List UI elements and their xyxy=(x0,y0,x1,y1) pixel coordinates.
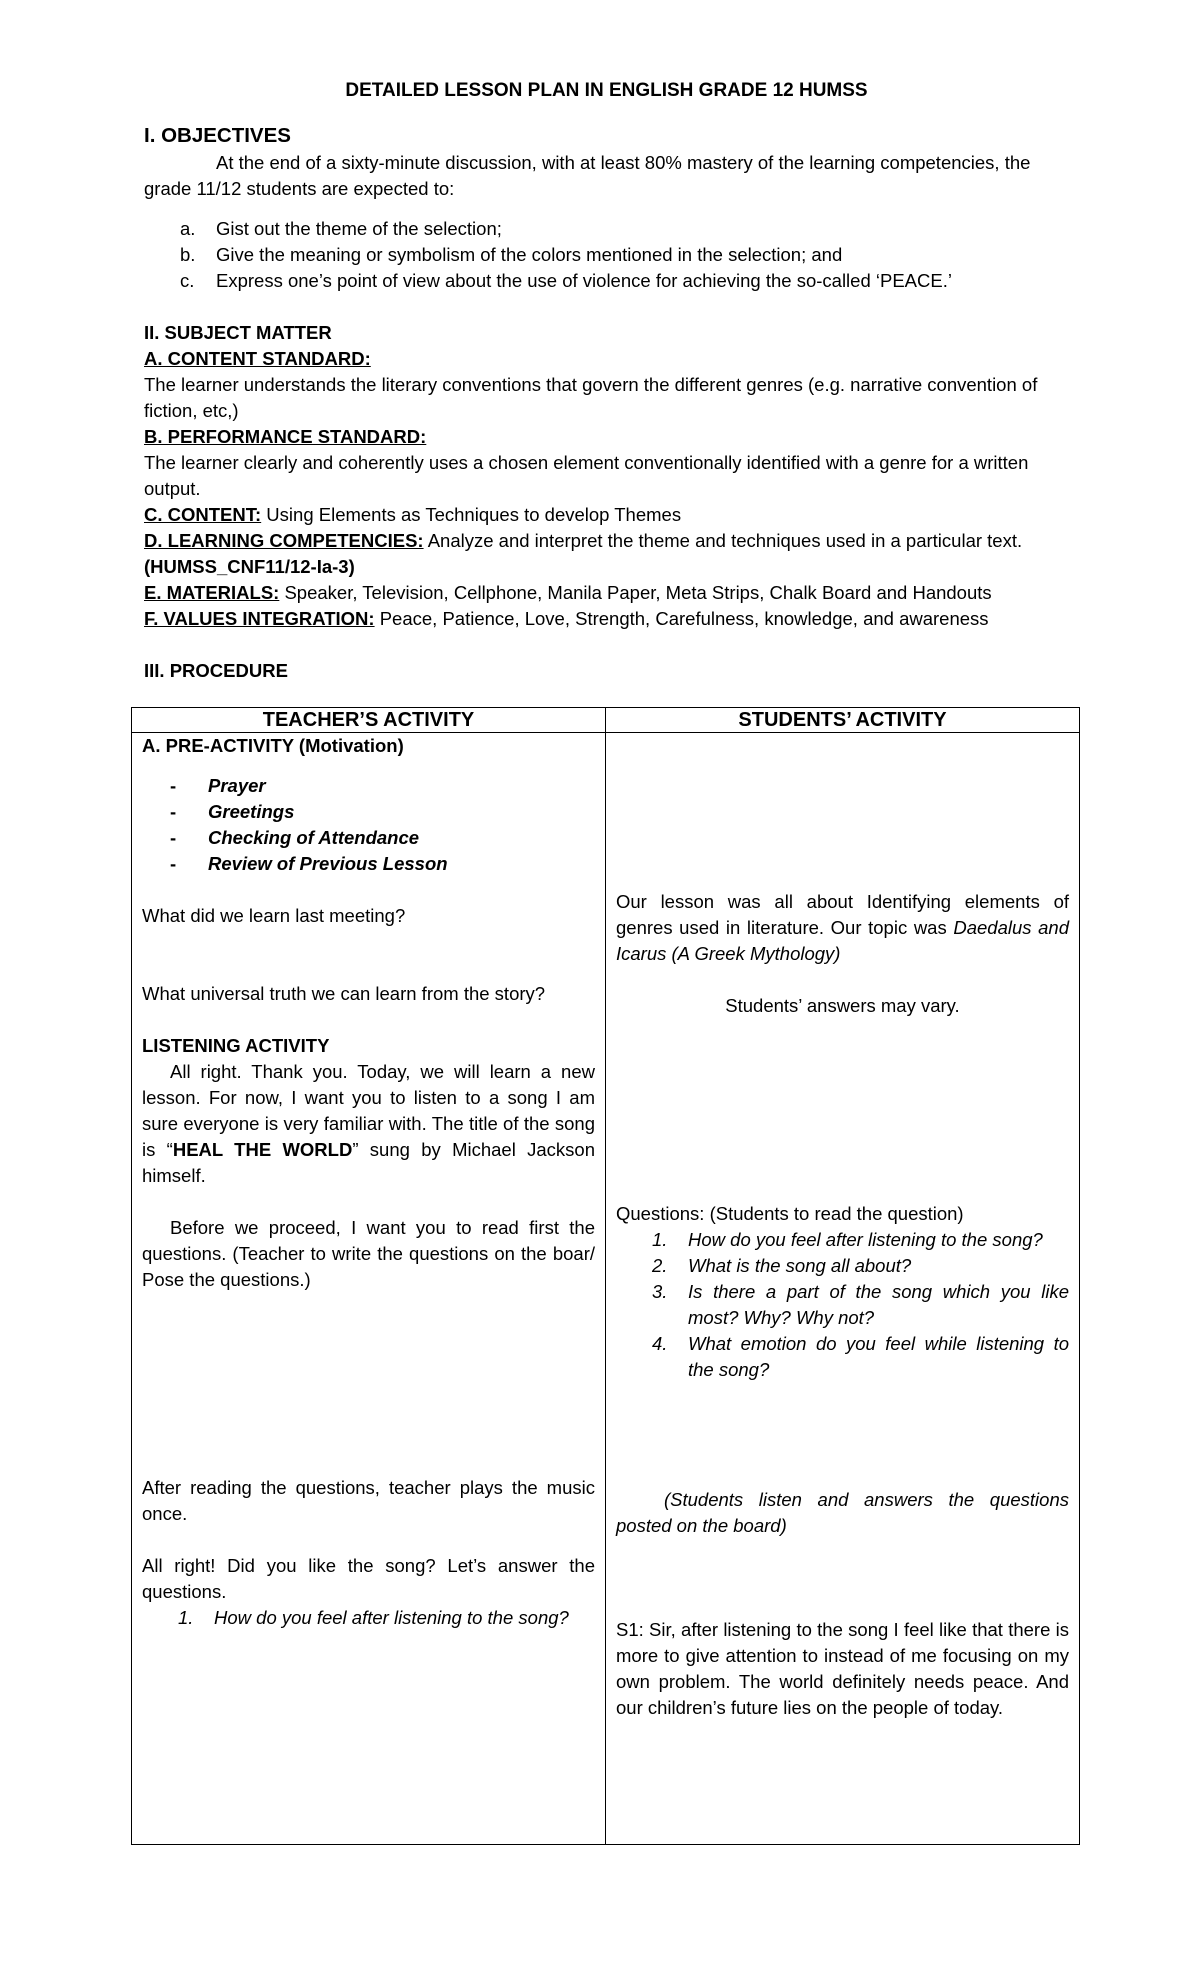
procedure-heading: III. PROCEDURE xyxy=(144,660,288,681)
listen-note: (Students listen and answers the questions posted on the board) xyxy=(616,1489,1069,1536)
table-row xyxy=(132,733,1080,1845)
list-item-text: Gist out the theme of the selection; xyxy=(216,218,502,239)
competencies-label: D. LEARNING COMPETENCIES: xyxy=(144,530,424,551)
listening-paragraph xyxy=(142,1059,595,1189)
students-activity-cell xyxy=(606,733,1080,1845)
values-line xyxy=(144,606,1069,632)
performance-standard-text: The learner clearly and coherently uses a chosen element conventionally identified with a genre for a written output. xyxy=(144,452,1029,499)
competencies-line xyxy=(144,528,1069,580)
objectives-list xyxy=(144,216,1069,294)
table-header-row xyxy=(132,708,1080,733)
dash-marker: - xyxy=(170,853,177,874)
list-item-text: How do you feel after listening to the song? xyxy=(214,1607,569,1628)
after-reading-paragraph: After reading the questions, teacher plays the music once. xyxy=(142,1477,595,1524)
proceed-paragraph: Before we proceed, I want you to read first the questions. (Teacher to write the questions on the boar/ Pose the questions.) xyxy=(142,1217,595,1290)
list-marker: 2. xyxy=(652,1255,668,1276)
list-item xyxy=(616,1279,1069,1331)
content-line xyxy=(144,502,1069,528)
list-item-text: Is there a part of the song which you like most? Why? Why not? xyxy=(688,1281,1069,1328)
list-item xyxy=(144,242,1069,268)
materials-line xyxy=(144,580,1069,606)
content-standard-text: The learner understands the literary conventions that govern the different genres (e.g. narrative convention of fiction, etc,) xyxy=(144,374,1038,421)
dash-marker: - xyxy=(170,801,177,822)
performance-standard-label: B. PERFORMANCE STANDARD: xyxy=(144,426,427,447)
list-item-text: How do you feel after listening to the song? xyxy=(688,1229,1043,1250)
list-item-text: Give the meaning or symbolism of the colors mentioned in the selection; and xyxy=(216,244,843,265)
s1-answer: S1: Sir, after listening to the song I feel like that there is more to give attention to instead of me focusing on my own problem. The world definitely needs peace. And our children’s future lies on the people of today. xyxy=(616,1619,1069,1718)
values-text: Peace, Patience, Love, Strength, Carefulness, knowledge, and awareness xyxy=(374,608,989,629)
questions-intro: Questions: (Students to read the question) xyxy=(616,1203,964,1224)
lesson-plan-page xyxy=(144,78,1069,684)
listening-text: All right. Thank you. Today, we will learn a new lesson. For now, I want you to listen to a song I am sure everyone is very familiar with. The title of the song is “ xyxy=(142,1061,595,1160)
list-marker: 4. xyxy=(652,1333,668,1354)
lesson-answer xyxy=(616,889,1069,967)
document-title: DETAILED LESSON PLAN IN ENGLISH GRADE 12 HUMSS xyxy=(345,80,868,101)
list-item-text: Checking of Attendance xyxy=(208,827,420,848)
list-marker: 1. xyxy=(178,1607,194,1628)
list-item xyxy=(616,1253,1069,1279)
list-item-text: What is the song all about? xyxy=(688,1255,912,1276)
listening-text-end: ” sung by Michael Jackson himself. xyxy=(142,1139,595,1186)
list-item xyxy=(142,851,595,877)
subject-matter-heading: II. SUBJECT MATTER xyxy=(144,322,332,343)
competencies-text: Analyze and interpret the theme and techniques used in a particular text. xyxy=(423,530,1023,551)
routine-list xyxy=(142,773,595,877)
list-marker: b. xyxy=(180,244,196,265)
dash-marker: - xyxy=(170,827,177,848)
values-label: F. VALUES INTEGRATION: xyxy=(144,608,375,629)
list-marker: 1. xyxy=(652,1229,668,1250)
list-item-text: Express one’s point of view about the use of violence for achieving the so-called ‘PEACE.’ xyxy=(216,270,952,291)
list-marker: c. xyxy=(180,270,195,291)
list-item-text: Review of Previous Lesson xyxy=(208,853,448,874)
question-last-meeting: What did we learn last meeting? xyxy=(142,905,406,926)
list-item xyxy=(616,1227,1069,1253)
objectives-heading: I. OBJECTIVES xyxy=(144,124,291,147)
list-item xyxy=(142,1605,595,1631)
list-item xyxy=(616,1331,1069,1383)
list-item-text: Prayer xyxy=(208,775,266,796)
pre-activity-heading: A. PRE-ACTIVITY (Motivation) xyxy=(142,735,404,756)
materials-label: E. MATERIALS: xyxy=(144,582,280,603)
content-standard-label: A. CONTENT STANDARD: xyxy=(144,348,371,369)
list-item-text: What emotion do you feel while listening to the song? xyxy=(688,1333,1069,1380)
objectives-intro: At the end of a sixty-minute discussion, with at least 80% mastery of the learning competencies, the grade 11/12 students are expected to: xyxy=(144,152,1031,199)
competencies-code: (HUMSS_CNF11/12-Ia-3) xyxy=(144,556,355,577)
list-item xyxy=(142,773,595,799)
did-you-like-paragraph: All right! Did you like the song? Let’s answer the questions. xyxy=(142,1555,595,1602)
listening-activity-heading: LISTENING ACTIVITY xyxy=(142,1035,330,1056)
list-item-text: Greetings xyxy=(208,801,295,822)
list-marker: a. xyxy=(180,218,196,239)
teacher-activity-cell xyxy=(132,733,606,1845)
list-item xyxy=(142,799,595,825)
materials-text: Speaker, Television, Cellphone, Manila Paper, Meta Strips, Chalk Board and Handouts xyxy=(279,582,992,603)
answers-vary-note: Students’ answers may vary. xyxy=(725,995,960,1016)
content-label: C. CONTENT: xyxy=(144,504,262,525)
student-question-list xyxy=(616,1227,1069,1383)
question-universal-truth: What universal truth we can learn from the story? xyxy=(142,983,546,1004)
teacher-column-header: TEACHER’S ACTIVITY xyxy=(132,708,606,733)
list-item xyxy=(144,268,1069,294)
content-text: Using Elements as Techniques to develop Themes xyxy=(261,504,682,525)
procedure-table xyxy=(131,707,1080,1845)
list-item xyxy=(142,825,595,851)
lesson-answer-text: Our lesson was all about Identifying elements of genres used in literature. Our topic was xyxy=(616,891,1069,938)
teacher-question-list xyxy=(142,1605,595,1631)
list-item xyxy=(144,216,1069,242)
list-marker: 3. xyxy=(652,1281,668,1302)
song-title: HEAL THE WORLD xyxy=(172,1139,353,1160)
students-column-header: STUDENTS’ ACTIVITY xyxy=(606,708,1080,733)
lesson-answer-topic: Daedalus and Icarus (A Greek Mythology) xyxy=(616,917,1069,964)
dash-marker: - xyxy=(170,775,177,796)
